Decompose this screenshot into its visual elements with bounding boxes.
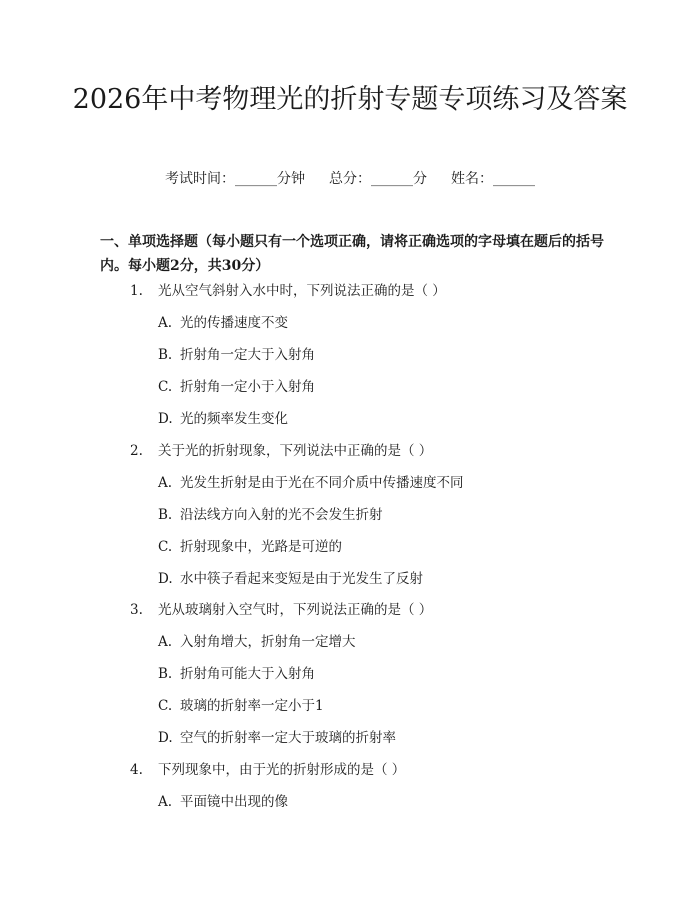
page-title: 2026年中考物理光的折射专题专项练习及答案 [72,84,628,115]
option-letter: C. [158,539,173,555]
option-1b [158,345,315,365]
question-1 [130,281,446,301]
option-letter: B. [158,507,173,523]
question-3 [130,600,432,620]
option-letter: A. [158,315,173,331]
option-text: 沿法线方向入射的光不会发生折射 [180,507,383,523]
option-1c [158,377,315,397]
option-letter: D. [158,571,173,587]
question-number: 3. [130,602,143,618]
question-text: 下列现象中，由于光的折射形成的是（ ） [158,762,406,778]
option-3d [158,728,396,748]
option-2a [158,473,464,493]
option-letter: C. [158,698,173,714]
option-letter: B. [158,666,173,682]
option-text: 折射角一定大于入射角 [180,347,315,363]
option-letter: A. [158,794,173,810]
option-letter: D. [158,730,173,746]
option-text: 玻璃的折射率一定小于1 [180,698,324,714]
option-3b [158,664,315,684]
question-4 [130,760,405,780]
option-2b [158,505,383,525]
option-2c [158,537,342,557]
option-text: 光的频率发生变化 [180,411,288,427]
option-2d [158,569,423,589]
question-number: 2. [130,443,143,459]
option-letter: D. [158,411,173,427]
option-text: 水中筷子看起来变短是由于光发生了反射 [180,571,423,587]
question-2 [130,441,432,461]
option-text: 光的传播速度不变 [180,315,288,331]
option-text: 光发生折射是由于光在不同介质中传播速度不同 [180,475,464,491]
option-text: 折射现象中，光路是可逆的 [180,539,342,555]
option-text: 折射角可能大于入射角 [180,666,315,682]
option-text: 平面镜中出现的像 [180,794,288,810]
question-number: 1. [130,283,143,299]
option-3a [158,632,356,652]
question-text: 光从玻璃射入空气时，下列说法正确的是（ ） [158,602,433,618]
exam-time: 考试时间：______分钟 [165,171,305,187]
option-1d [158,409,288,429]
question-text: 光从空气斜射入水中时，下列说法正确的是（ ） [158,283,446,299]
total-score: 总分：______分 [329,171,427,187]
option-letter: A. [158,475,173,491]
section-heading: 一、单项选择题（每小题只有一个选项正确，请将正确选项的字母填在题后的括号内。每小题2分，共30分） [100,234,604,274]
option-letter: B. [158,347,173,363]
exam-meta [0,168,700,188]
question-number: 4. [130,762,143,778]
option-3c [158,696,324,716]
option-1a [158,313,288,333]
student-name: 姓名：______ [451,171,535,187]
question-text: 关于光的折射现象，下列说法中正确的是（ ） [158,443,433,459]
option-text: 入射角增大，折射角一定增大 [180,634,356,650]
option-letter: A. [158,634,173,650]
option-text: 折射角一定小于入射角 [180,379,315,395]
option-letter: C. [158,379,173,395]
option-text: 空气的折射率一定大于玻璃的折射率 [180,730,396,746]
option-4a [158,792,288,812]
